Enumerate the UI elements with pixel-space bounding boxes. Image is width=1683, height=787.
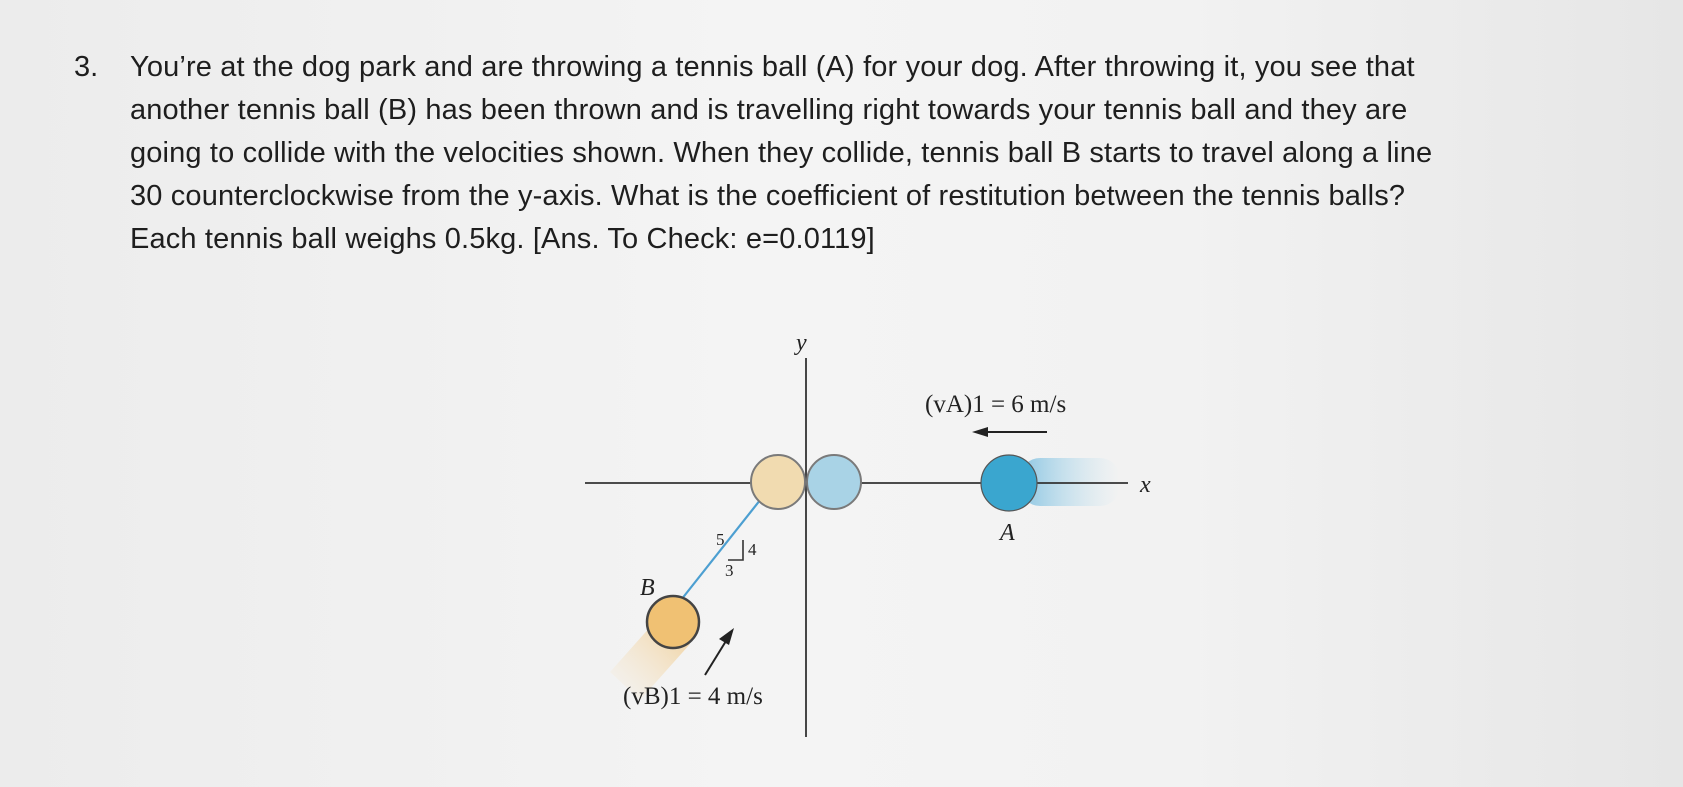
ball-a-label: A <box>1000 520 1015 546</box>
problem-text: You’re at the dog park and are throwing a tennis ball (A) for your dog. After throwing it, you see that another tennis ball (B) has been thrown and is travelling right towards your tennis ball and they are going to collide with the velocities shown. When they collide, tennis ball B starts to travel along a line 30 counterclockwise from the y-axis. What is the coefficient of restitution between the tennis balls? Each tennis ball weighs 0.5kg. [Ans. To Check: e=0.0119] <box>130 51 1433 255</box>
ball-a <box>981 455 1037 511</box>
velocity-b-arrowhead <box>719 628 734 645</box>
ball-b-label: B <box>640 575 655 601</box>
x-axis-label: x <box>1140 472 1151 498</box>
slope-run-label: 3 <box>725 561 734 580</box>
velocity-a-label: (vA)1 = 6 m/s <box>925 391 1067 418</box>
ball-b-collision-position <box>751 455 805 509</box>
slope-rise-label: 4 <box>748 540 757 559</box>
velocity-a-arrowhead <box>972 427 988 437</box>
velocity-b-label: (vB)1 = 4 m/s <box>623 683 763 710</box>
problem-number: 3. <box>74 51 99 83</box>
slope-triangle <box>728 540 743 560</box>
slope-hypotenuse-label: 5 <box>716 530 725 549</box>
ball-b <box>647 596 699 648</box>
ball-a-collision-position <box>807 455 861 509</box>
y-axis-label: y <box>796 330 807 356</box>
velocity-b-arrow <box>705 641 726 675</box>
ball-b-path-line <box>681 485 772 600</box>
